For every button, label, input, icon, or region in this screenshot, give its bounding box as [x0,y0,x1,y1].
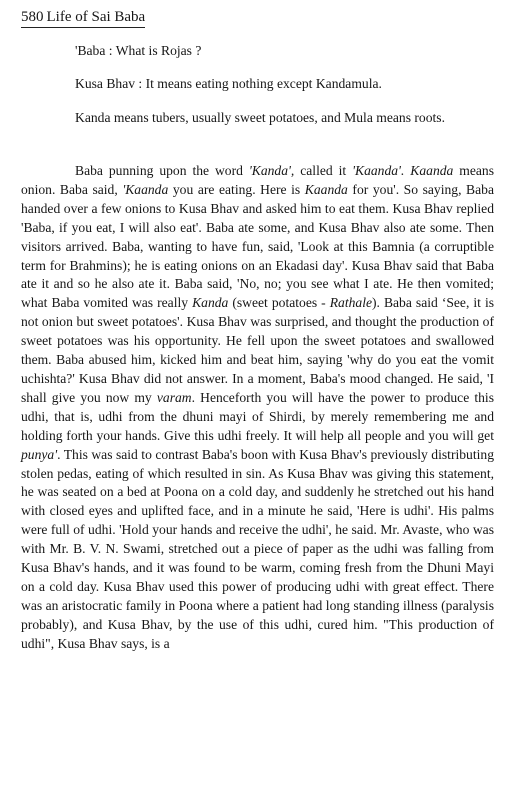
italic-term: punya' [21,446,58,462]
italic-term: Kaanda [410,163,454,178]
italic-term: Kanda [192,295,229,311]
text-run: for you'. So saying, Baba handed over a few onions to Kusa Bhav and asked him to eat them. Kusa Bhav replied 'Baba, if you eat, I will also eat'. Baba ate some, and Kusa Bhav also ate some. Then visitors arrived. Baba, wanting to have fun, said, 'Look at this Bamnia (a corruptible term for Brahmins); he is eating onions on an Ekadasi day'. Kusa Bhav said that Baba ate it and so he also ate it. Baba said, 'No, no; you see what I ate. He then vomited; what Baba vomited was really [21,181,494,311]
italic-term: 'Kanda', [248,163,295,178]
italic-term: Rathale [329,295,373,311]
text-run: . Henceforth you will have the power to produce this udhi, that is, udhi from the dhuni mayi of Shirdi, by merely remembering me and holding forth your hands. Give this udhi freely. It will help all people and you will get [21,389,494,443]
paragraph-kanda-definition: Kanda means tubers, usually sweet potatoes, and Mula means roots. [75,110,445,125]
paragraph-main-story [21,162,494,654]
page-number: 580 [21,9,44,25]
dialogue-line-answer: Kusa Bhav : It means eating nothing except Kandamula. [75,76,382,91]
dialogue-line-question: 'Baba : What is Rojas ? [75,43,202,58]
italic-term: varam [156,389,192,405]
book-title: Life of Sai Baba [46,9,146,25]
text-run: means onion. Baba said, [21,163,494,197]
text-run: called it [294,163,353,178]
italic-term: 'Kaanda'. [352,163,405,178]
text-run: (sweet potatoes - [228,295,330,311]
text-run: Baba punning upon the word [75,163,249,178]
text-run: ). Baba said ‘See, it is not onion but sweet potatoes'. Kusa Bhav was surprised, and thought the production of sweet potatoes was his opportunity. He fell upon the sweet potatoes and swallowed them. Baba abused him, kicked him and beat him, saying 'why do you eat the vomit uchishta?' Kusa Bhav did not answer. In a moment, Baba's mood changed. He said, 'I shall give you now my [21,295,495,405]
text-run: you are eating. Here is [168,181,305,197]
running-header [21,8,145,28]
text-run: . This was said to contrast Baba's boon with Kusa Bhav's previously distributing stolen pedas, eating of which resulted in sin. As Kusa Bhav was giving this statement, he was seated on a bed at Poona on a cold day, and suddenly he stretched out his hand with closed eyes and uplifted face, and in a minute he said, 'Here is udhi'. His palms were full of udhi. 'Hold your hands and receive the udhi', he said. Mr. Avaste, who was with Mr. B. V. N. Swami, stretched out a piece of paper as the udhi was falling from Kusa Bhav's hands, and it was found to be warm, coming fresh from the Dhuni Mayi on a cold day. Kusa Bhav used this power of producing udhi with great effect. There was an aristocratic family in Poona where a patient had long standing illness (paralysis probably), and Kusa Bhav, by the use of this udhi, cured him. "This production of udhi", Kusa Bhav says, is a [21,446,494,651]
italic-term: Kaanda [304,181,348,197]
italic-term: 'Kaanda [122,181,169,197]
